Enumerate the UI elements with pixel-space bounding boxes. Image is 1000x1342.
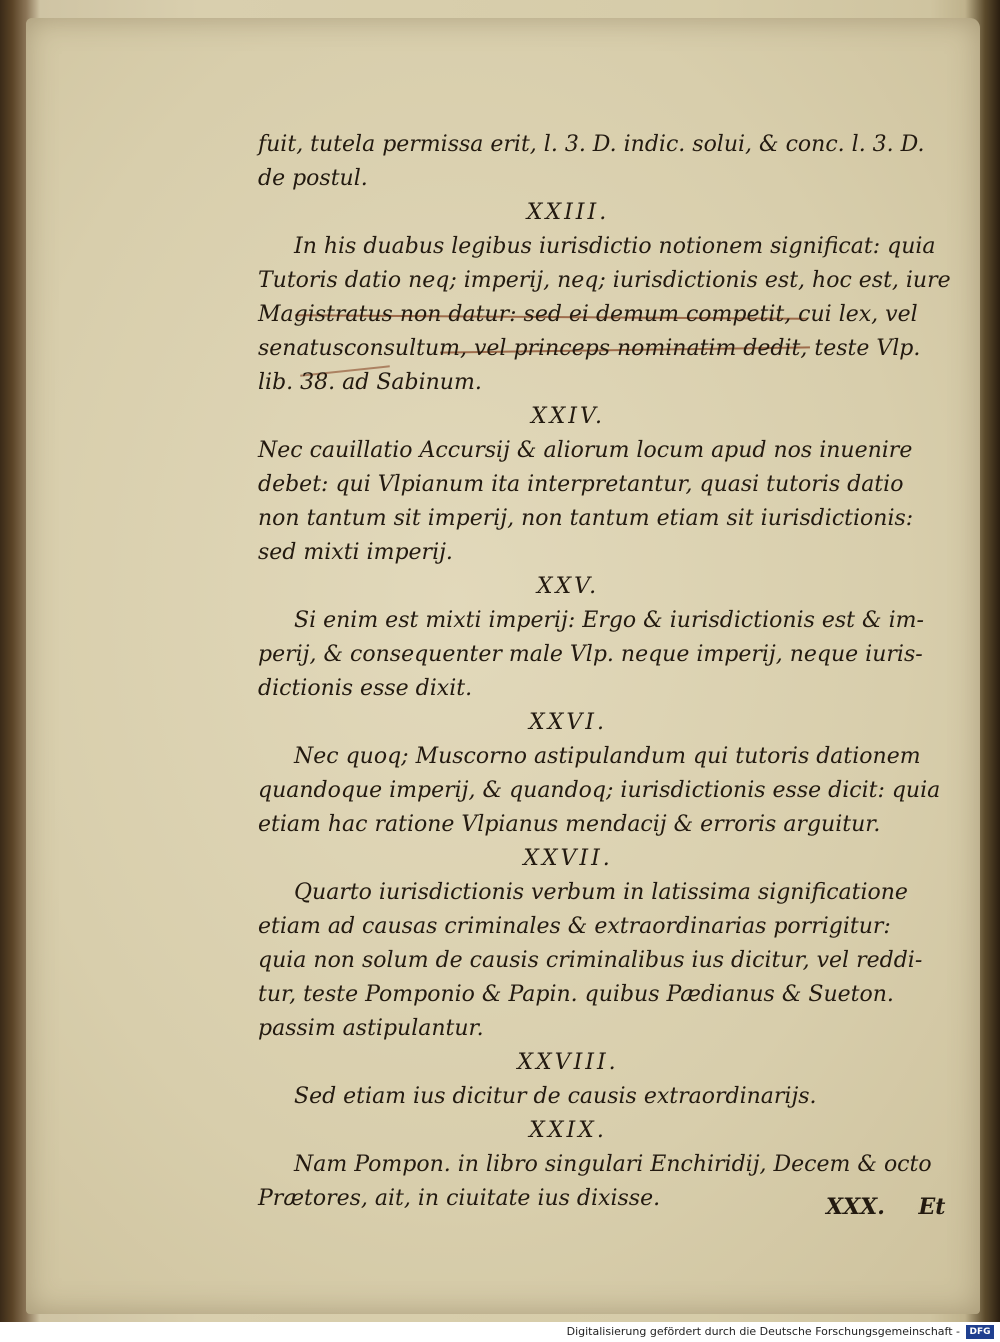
section-heading: XXVI. [529, 710, 607, 735]
footer-bar [0, 1322, 1000, 1342]
text-line: Quarto iurisdictionis verbum in latissima significatione [294, 880, 908, 905]
text-line: Tutoris datio neq; imperij, neq; iurisdictionis est, hoc est, iure [258, 268, 951, 293]
text-line: senatusconsultum, vel princeps nominatim dedit, teste Vlp. [258, 336, 921, 361]
text-line: dictionis esse dixit. [258, 676, 473, 701]
text-line: Si enim est mixti imperij: Ergo & iurisdictionis est & im- [294, 608, 924, 633]
text-line: lib. 38. ad Sabinum. [258, 370, 482, 395]
section-heading: XXVIII. [517, 1050, 619, 1075]
text-line: tur, teste Pomponio & Papin. quibus Pædianus & Sueton. [258, 982, 894, 1007]
text-line: non tantum sit imperij, non tantum etiam sit iurisdictionis: [258, 506, 914, 531]
text-line: debet: qui Vlpianum ita interpretantur, quasi tutoris datio [258, 472, 904, 497]
footer-credit: Digitalisierung gefördert durch die Deutsche Forschungsgemeinschaft - [566, 1325, 960, 1338]
text-line: quandoque imperij, & quandoq; iurisdictionis esse dicit: quia [258, 778, 941, 803]
text-line: etiam hac ratione Vlpianus mendacij & erroris arguitur. [258, 812, 881, 837]
section-heading: XXIX. [529, 1118, 607, 1143]
dfg-logo-icon: DFG [966, 1325, 994, 1339]
text-line: sed mixti imperij. [258, 540, 453, 565]
text-line: passim astipulantur. [258, 1016, 484, 1041]
text-line: etiam ad causas criminales & extraordinarias porrigitur: [258, 914, 891, 939]
text-line: de postul. [258, 166, 368, 191]
text-line: perij, & consequenter male Vlp. neque imperij, neque iuris- [258, 642, 923, 667]
text-line: Prætores, ait, in ciuitate ius dixisse. [258, 1186, 661, 1211]
text-line: fuit, tutela permissa erit, l. 3. D. indic. solui, & conc. l. 3. D. [258, 132, 925, 157]
text-line: In his duabus legibus iurisdictio notionem significat: quia [294, 234, 936, 259]
section-heading: XXIV. [530, 404, 606, 429]
text-line: Magistratus non datur: sed ei demum competit, cui lex, vel [258, 302, 918, 327]
text-line: quia non solum de causis criminalibus ius dicitur, vel reddi- [258, 948, 923, 973]
text-line: Nec cauillatio Accursij & aliorum locum apud nos inuenire [258, 438, 913, 463]
text-line: Sed etiam ius dicitur de causis extraordinarijs. [294, 1084, 817, 1109]
section-heading: XXVII. [523, 846, 613, 871]
text-line: Nam Pompon. in libro singulari Enchiridij, Decem & octo [294, 1152, 932, 1177]
text-line: Nec quoq; Muscorno astipulandum qui tutoris dationem [294, 744, 921, 769]
section-heading: XXV. [536, 574, 600, 599]
catchword: XXX. Et [826, 1194, 946, 1220]
section-heading: XXIII. [526, 200, 610, 225]
page-text [258, 128, 958, 1216]
